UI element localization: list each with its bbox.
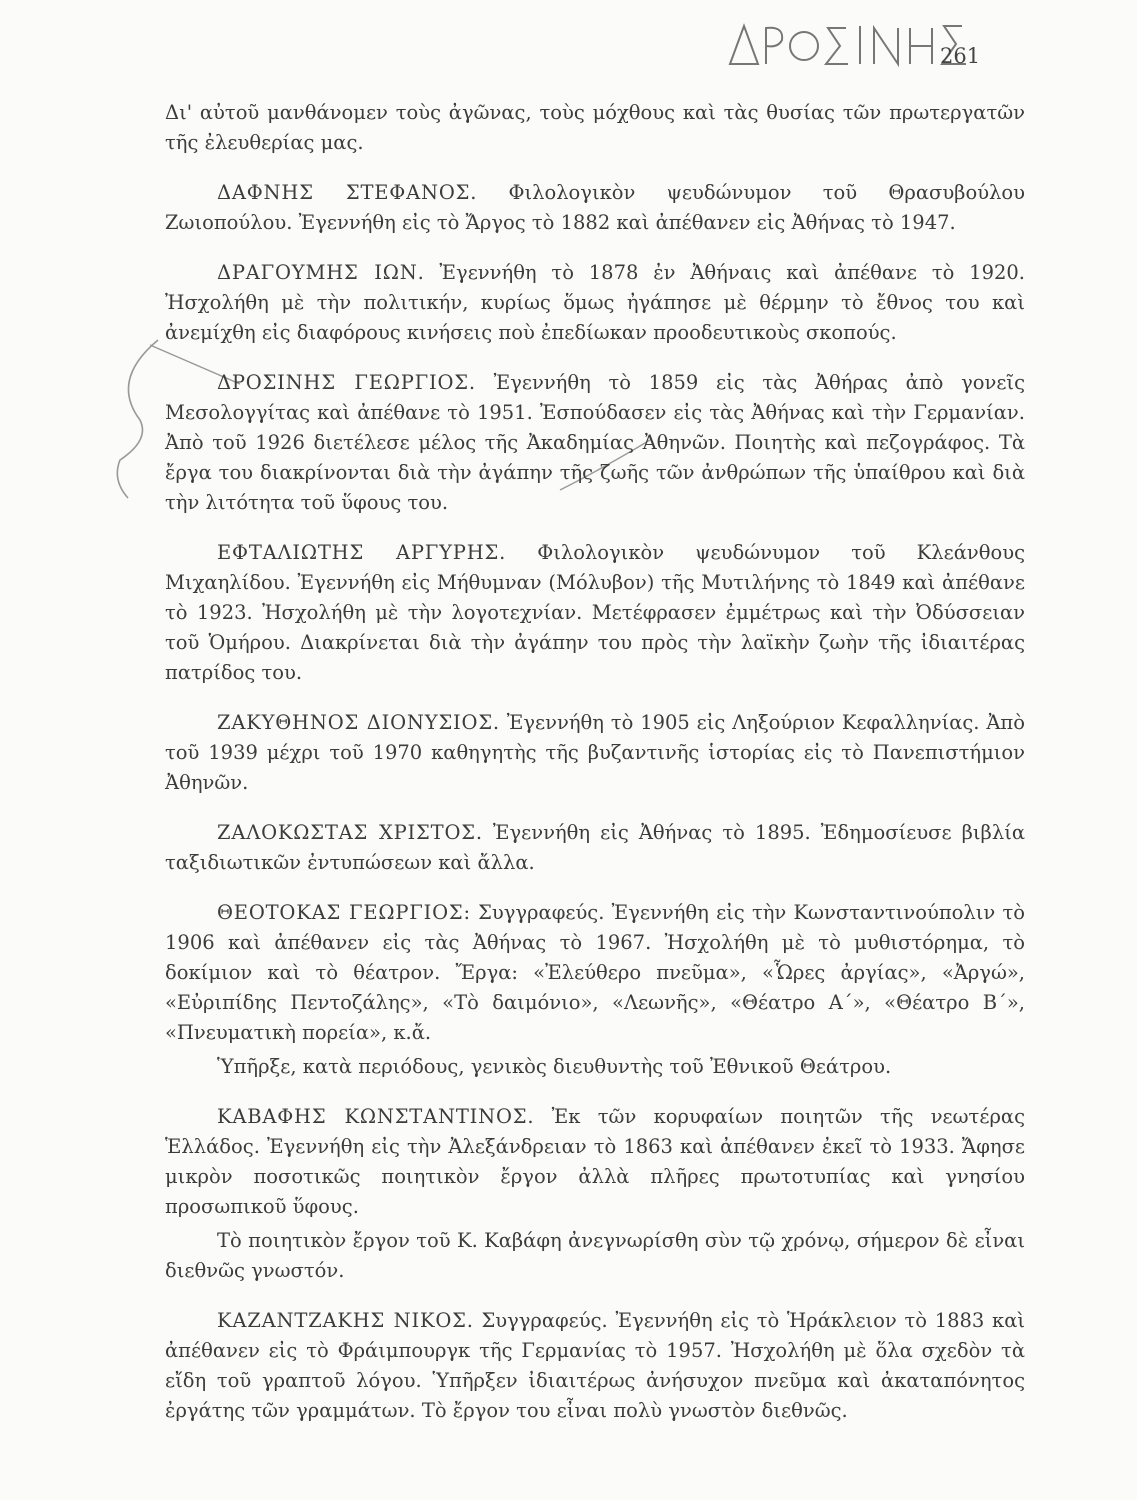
entry-name: ΘΕΟΤΟΚΑΣ ΓΕΩΡΓΙΟΣ: [217,901,471,924]
page-number: 261 [940,44,981,68]
entry-eftaliotis [165,538,1025,688]
entry-dragoumis [165,258,1025,348]
entry-name: ΚΑΖΑΝΤΖΑΚΗΣ ΝΙΚΟΣ. [217,1309,474,1332]
entry-zalokostas [165,818,1025,878]
entry-name: ΔΡΟΣΙΝΗΣ ΓΕΩΡΓΙΟΣ. [217,371,476,394]
entry-text: Ἐγεννήθη εἰς Ἀθήνας τὸ 1895. Ἐδημοσίευσε βιβλία ταξιδιωτικῶν ἐντυπώσεων καὶ ἄλλα. [165,821,1026,874]
entry-kavafis [165,1102,1025,1222]
entry-theotokas-continued [165,1052,1025,1082]
entry-kazantzakis [165,1306,1025,1426]
entry-text: Ἐκ τῶν κορυφαίων ποιητῶν τῆς νεωτέρας Ἑλλάδος. Ἐγεννήθη εἰς τὴν Ἀλεξάνδρειαν τὸ 1863 καὶ ἀπέθανεν ἐκεῖ τὸ 1933. Ἄφησε μικρὸν ποσοτικῶς ποιητικὸν ἔργον ἀλλὰ πλῆρες πρωτοτυπίας καὶ γνησίου προσωπικοῦ ὕφους. [165,1105,1025,1218]
entry-name: ΔΡΑΓΟΥΜΗΣ ΙΩΝ. [217,261,425,284]
entry-name: ΔΑΦΝΗΣ ΣΤΕΦΑΝΟΣ. [217,181,478,204]
intro-paragraph: Δι' αὐτοῦ μανθάνομεν τοὺς ἀγῶνας, τοὺς μόχθους καὶ τὰς θυσίας τῶν πρωτεργατῶν τῆς ἐλευθερίας μας. [165,101,1025,154]
entry-text: Συγγραφεύς. Ἐγεννήθη εἰς τὴν Κωνσταντινούπολιν τὸ 1906 καὶ ἀπέθανεν εἰς τὰς Ἀθήνας τὸ 1967. Ἠσχολήθη μὲ τὸ μυθιστόρημα, τὸ δοκίμιον καὶ τὸ θέατρον. Ἔργα: «Ἐλεύθερο πνεῦμα», «Ὧρες ἀργίας», «Ἀργώ», «Εὐριπίδης Πεντοζάλης», «Τὸ δαιμόνιο», «Λεωνῆς», «Θέατρο Α΄», «Θέατρο Β΄», «Πνευματικὴ πορεία», κ.ἄ. [165,901,1025,1044]
entry-text: Ὑπῆρξε, κατὰ περιόδους, γενικὸς διευθυντὴς τοῦ Ἐθνικοῦ Θεάτρου. [217,1055,892,1078]
entry-dafnis [165,178,1025,238]
entry-text: Ἐγεννήθη τὸ 1859 εἰς τὰς Ἀθήρας ἀπὸ γονεῖς Μεσολογγίτας καὶ ἀπέθανε τὸ 1951. Ἐσπούδασεν εἰς τὰς Ἀθήνας καὶ τὴν Γερμανίαν. Ἀπὸ τοῦ 1926 διετέλεσε μέλος τῆς Ἀκαδημίας Ἀθηνῶν. Ποιητὴς καὶ πεζογράφος. Τὰ ἔργα του διακρίνονται διὰ τὴν ἀγάπην τῆς ζωῆς τῶν ἀνθρώπων τῆς ὑπαίθρου καὶ διὰ τὴν λιτότητα τοῦ ὕφους του. [165,371,1026,514]
entry-text: Φιλολογικὸν ψευδώνυμον τοῦ Κλεάνθους Μιχαηλίδου. Ἐγεννήθη εἰς Μήθυμναν (Μόλυβον) τῆς Μυτιλήνης τὸ 1849 καὶ ἀπέθανε τὸ 1923. Ἠσχολήθη μὲ τὴν λογοτεχνίαν. Μετέφρασεν ἐμμέτρως καὶ τὴν Ὀδύσσειαν τοῦ Ὁμήρου. Διακρίνεται διὰ τὴν ἀγάπην του πρὸς τὴν λαϊκὴν ζωὴν τῆς ἰδιαιτέρας πατρίδος του. [165,541,1025,684]
entry-theotokas [165,898,1025,1048]
text-body [165,98,1025,1446]
handwritten-annotation [700,14,980,74]
entry-name: ΕΦΤΑΛΙΩΤΗΣ ΑΡΓΥΡΗΣ. [217,541,507,564]
entry-kavafis-continued [165,1226,1025,1286]
entry-text: Ἐγεννήθη τὸ 1878 ἐν Ἀθήναις καὶ ἀπέθανε τὸ 1920. Ἠσχολήθη μὲ τὴν πολιτικήν, κυρίως ὅμως ἠγάπησε μὲ θέρμην τὸ ἔθνος του καὶ ἀνεμίχθη εἰς διαφόρους κινήσεις ποὺ ἐπεδίωκαν προοδευτικοὺς σκοπούς. [165,261,1025,344]
entry-name: ΖΑΚΥΘΗΝΟΣ ΔΙΟΝΥΣΙΟΣ. [217,711,500,734]
entry-text: Τὸ ποιητικὸν ἔργον τοῦ Κ. Καβάφη ἀνεγνωρίσθη σὺν τῷ χρόνῳ, σήμερον δὲ εἶναι διεθνῶς γνωστόν. [165,1229,1025,1282]
entry-text: Ἐγεννήθη τὸ 1905 εἰς Ληξούριον Κεφαλληνίας. Ἀπὸ τοῦ 1939 μέχρι τοῦ 1970 καθηγητὴς τῆς βυζαντινῆς ἱστορίας εἰς τὸ Πανεπιστήμιον Ἀθηνῶν. [165,711,1025,794]
entry-name: ΖΑΛΟΚΩΣΤΑΣ ΧΡΙΣΤΟΣ. [217,821,483,844]
entry-text: Συγγραφεύς. Ἐγεννήθη εἰς τὸ Ἡράκλειον τὸ 1883 καὶ ἀπέθανεν εἰς τὸ Φράιμπουργκ τῆς Γερμανίας τὸ 1957. Ἠσχολήθη μὲ ὅλα σχεδὸν τὰ εἴδη τοῦ γραπτοῦ λόγου. Ὑπῆρξεν ἰδιαιτέρως ἀνήσυχον πνεῦμα καὶ ἀκαταπόνητος ἐργάτης τῶν γραμμάτων. Τὸ ἔργον του εἶναι πολὺ γνωστὸν διεθνῶς. [165,1309,1026,1422]
entry-zakythinos [165,708,1025,798]
entry-name: ΚΑΒΑΦΗΣ ΚΩΝΣΤΑΝΤΙΝΟΣ. [217,1105,535,1128]
entry-text: Φιλολογικὸν ψευδώνυμον τοῦ Θρασυβούλου Ζωιοπούλου. Ἐγεννήθη εἰς τὸ Ἄργος τὸ 1882 καὶ ἀπέθανεν εἰς Ἀθήνας τὸ 1947. [165,181,1025,234]
entry-drosinis [165,368,1025,518]
